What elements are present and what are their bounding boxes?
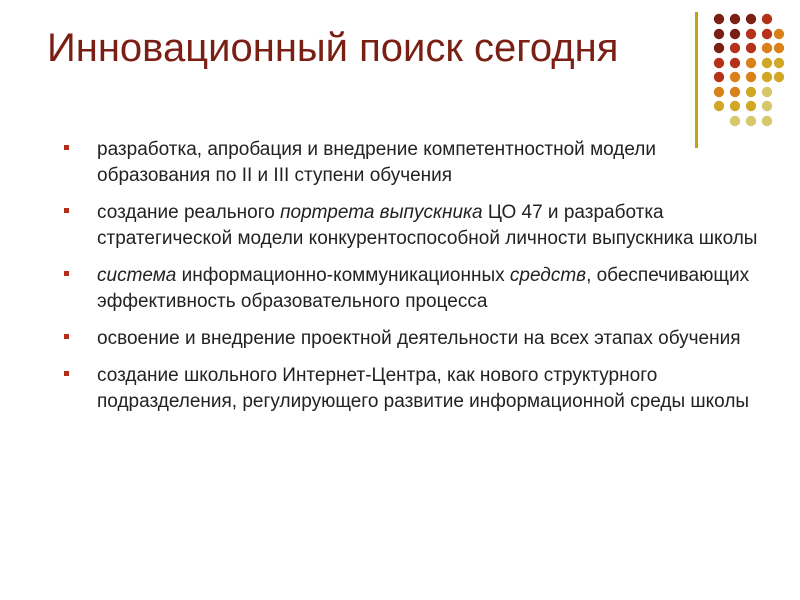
decorative-dot [774, 29, 784, 39]
decorative-dot [762, 101, 772, 111]
decorative-dot [714, 87, 724, 97]
decorative-dot [746, 29, 756, 39]
bullet-marker [64, 145, 69, 150]
bullet-text-segment: создание школьного Интернет-Центра, как нового структурного подразделения, регулирующего развитие информационной среды школы [97, 365, 750, 412]
decorative-dot [762, 116, 772, 126]
decorative-dot [730, 29, 740, 39]
bullet-list [62, 137, 762, 426]
bullet-text-segment: ЦО 47 и разработка стратегической модели конкурентоспособной личности выпускника школы [97, 202, 758, 249]
bullet-item [62, 263, 762, 315]
bullet-text-segment: информационно-коммуникационных [176, 265, 510, 286]
decorative-dot [762, 72, 772, 82]
decorative-dot [730, 14, 740, 24]
decorative-dot [762, 14, 772, 24]
bullet-text-segment: портрета выпускника [280, 202, 483, 223]
bullet-text-segment: создание реального [97, 202, 281, 223]
decorative-dot [714, 72, 724, 82]
decorative-dot [762, 87, 772, 97]
decorative-dot [746, 14, 756, 24]
decorative-dot [774, 72, 784, 82]
decorative-dot [774, 58, 784, 68]
bullet-item [62, 200, 762, 252]
decorative-dot [730, 116, 740, 126]
bullet-item [62, 363, 762, 415]
bullet-text-segment: разработка, апробация и внедрение компетентностной модели образования по II и III ступени обучения [97, 139, 656, 186]
decorative-dot [730, 58, 740, 68]
bullet-text-segment: средств [509, 265, 587, 286]
bullet-item [62, 326, 762, 352]
decorative-dot [746, 101, 756, 111]
decorative-dot [730, 43, 740, 53]
bullet-marker [64, 271, 69, 276]
bullet-item [62, 137, 762, 189]
decorative-dot [774, 43, 784, 53]
decorative-dot [714, 29, 724, 39]
decorative-dot [714, 101, 724, 111]
decorative-dot [746, 58, 756, 68]
decorative-dot [746, 116, 756, 126]
decorative-dot [746, 43, 756, 53]
slide-title: Инновационный поиск сегодня [47, 26, 619, 70]
decorative-dot [746, 72, 756, 82]
bullet-text-segment: система [97, 265, 177, 286]
bullet-marker [64, 208, 69, 213]
decorative-dot [746, 87, 756, 97]
bullet-text-segment: , обеспечивающих эффективность образовательного процесса [97, 265, 750, 312]
decorative-dot [762, 58, 772, 68]
bullet-marker [64, 334, 69, 339]
decorative-dot [762, 29, 772, 39]
decorative-dot [762, 43, 772, 53]
decorative-dot-grid [0, 0, 800, 160]
decorative-dot [730, 87, 740, 97]
decorative-dot [714, 43, 724, 53]
decorative-dot [730, 72, 740, 82]
bullet-marker [64, 371, 69, 376]
decorative-dot [730, 101, 740, 111]
bullet-text-segment: освоение и внедрение проектной деятельности на всех этапах обучения [97, 328, 741, 349]
decorative-dot [714, 58, 724, 68]
decorative-dot [714, 14, 724, 24]
